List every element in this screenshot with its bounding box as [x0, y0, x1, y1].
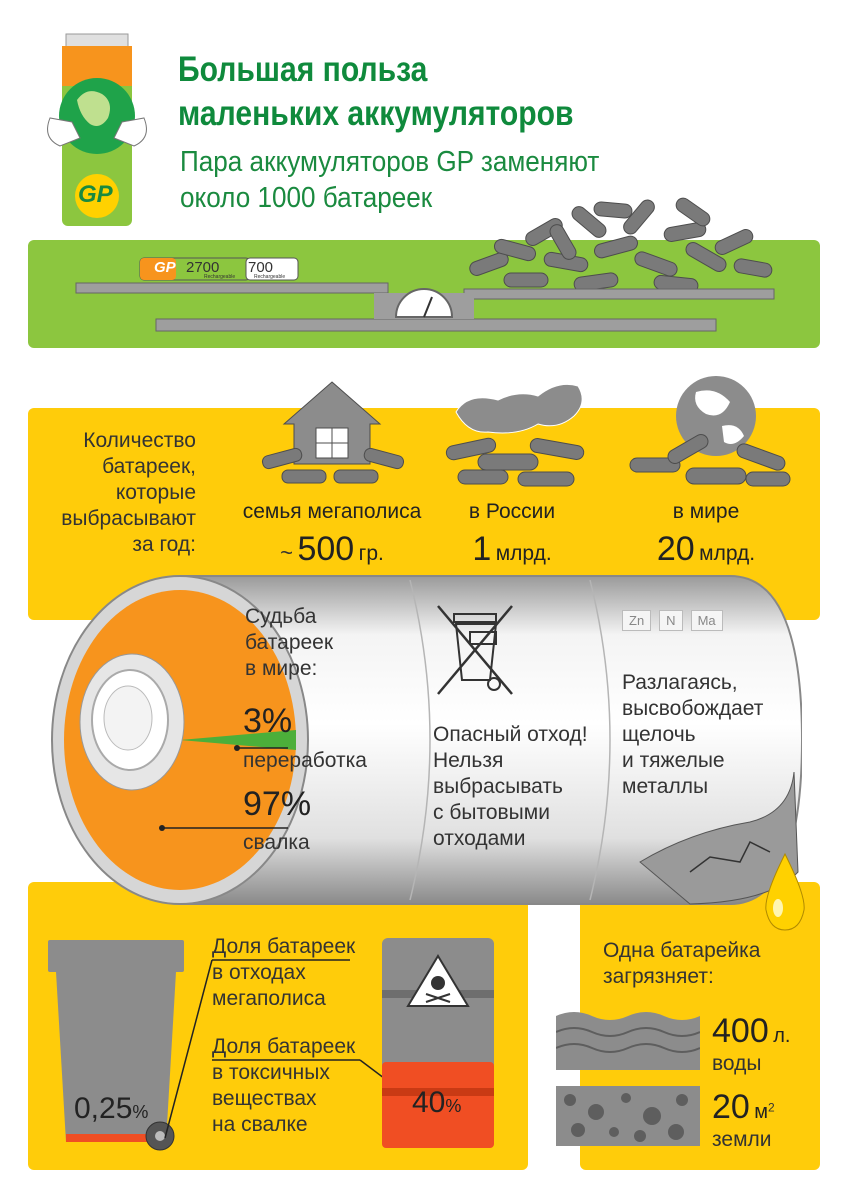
page-title: Большая польза маленьких аккумуляторов — [178, 50, 574, 133]
world-unit: млрд. — [699, 542, 756, 565]
pollution-intro: Одна батарейка загрязняет: — [603, 939, 761, 988]
water-icon — [556, 1008, 700, 1075]
family-unit: гр. — [358, 542, 384, 565]
city-share-value: 0,25% — [74, 1092, 149, 1125]
decompose-text: Разлагаясь, высвобождает щелочь и тяжелые металлы — [622, 671, 764, 798]
hazard-text: Опасный отход! Нельзя выбрасывать с бытовыми отходами — [433, 723, 588, 850]
toxic-barrel-icon — [382, 938, 494, 1155]
battery-sub-2: Rechargeable — [254, 274, 286, 280]
battery-capacity-1: 2700 — [186, 259, 220, 276]
page-subtitle: Пара аккумуляторов GP заменяют около 1000 батареек — [180, 146, 600, 214]
battery-brand: GP — [154, 259, 176, 276]
battery-capacity-2: 700 — [248, 259, 274, 276]
battery-sub-1: Rechargeable — [204, 274, 236, 280]
russia-unit: млрд. — [495, 542, 552, 565]
recycle-value: 3% — [243, 702, 293, 740]
world-value: 20 — [656, 530, 695, 568]
city-share-label: Доля батареек в отходах мегаполиса — [212, 935, 356, 1010]
soil-icon — [556, 1086, 700, 1151]
russia-label: в России — [468, 500, 556, 523]
fate-title: Судьба батареек в мире: — [245, 605, 334, 680]
landfill-label: свалка — [243, 831, 310, 854]
recycle-label: переработка — [243, 749, 367, 772]
water-stat: 400 л. воды — [712, 1012, 791, 1075]
soil-stat: 20 $м^2$ земли — [712, 1088, 775, 1151]
russia-value: 1 — [472, 530, 492, 568]
logo-brand: GP — [78, 181, 113, 208]
family-label: семья мегаполиса — [242, 500, 422, 523]
element-n: N — [659, 610, 682, 631]
disposal-intro: Количество батареек, которые выбрасывают за год: — [61, 429, 196, 556]
element-ma: Ma — [691, 610, 723, 631]
family-value: 500 — [297, 530, 355, 568]
element-zn: Zn — [622, 610, 651, 631]
toxic-share-value: 40% — [412, 1086, 462, 1119]
world-label: в мире — [672, 500, 740, 523]
family-prefix: ~ — [280, 540, 294, 565]
toxic-share-label: Доля батареек в токсичных веществах на свалке — [212, 1035, 356, 1136]
landfill-value: 97% — [243, 785, 312, 823]
